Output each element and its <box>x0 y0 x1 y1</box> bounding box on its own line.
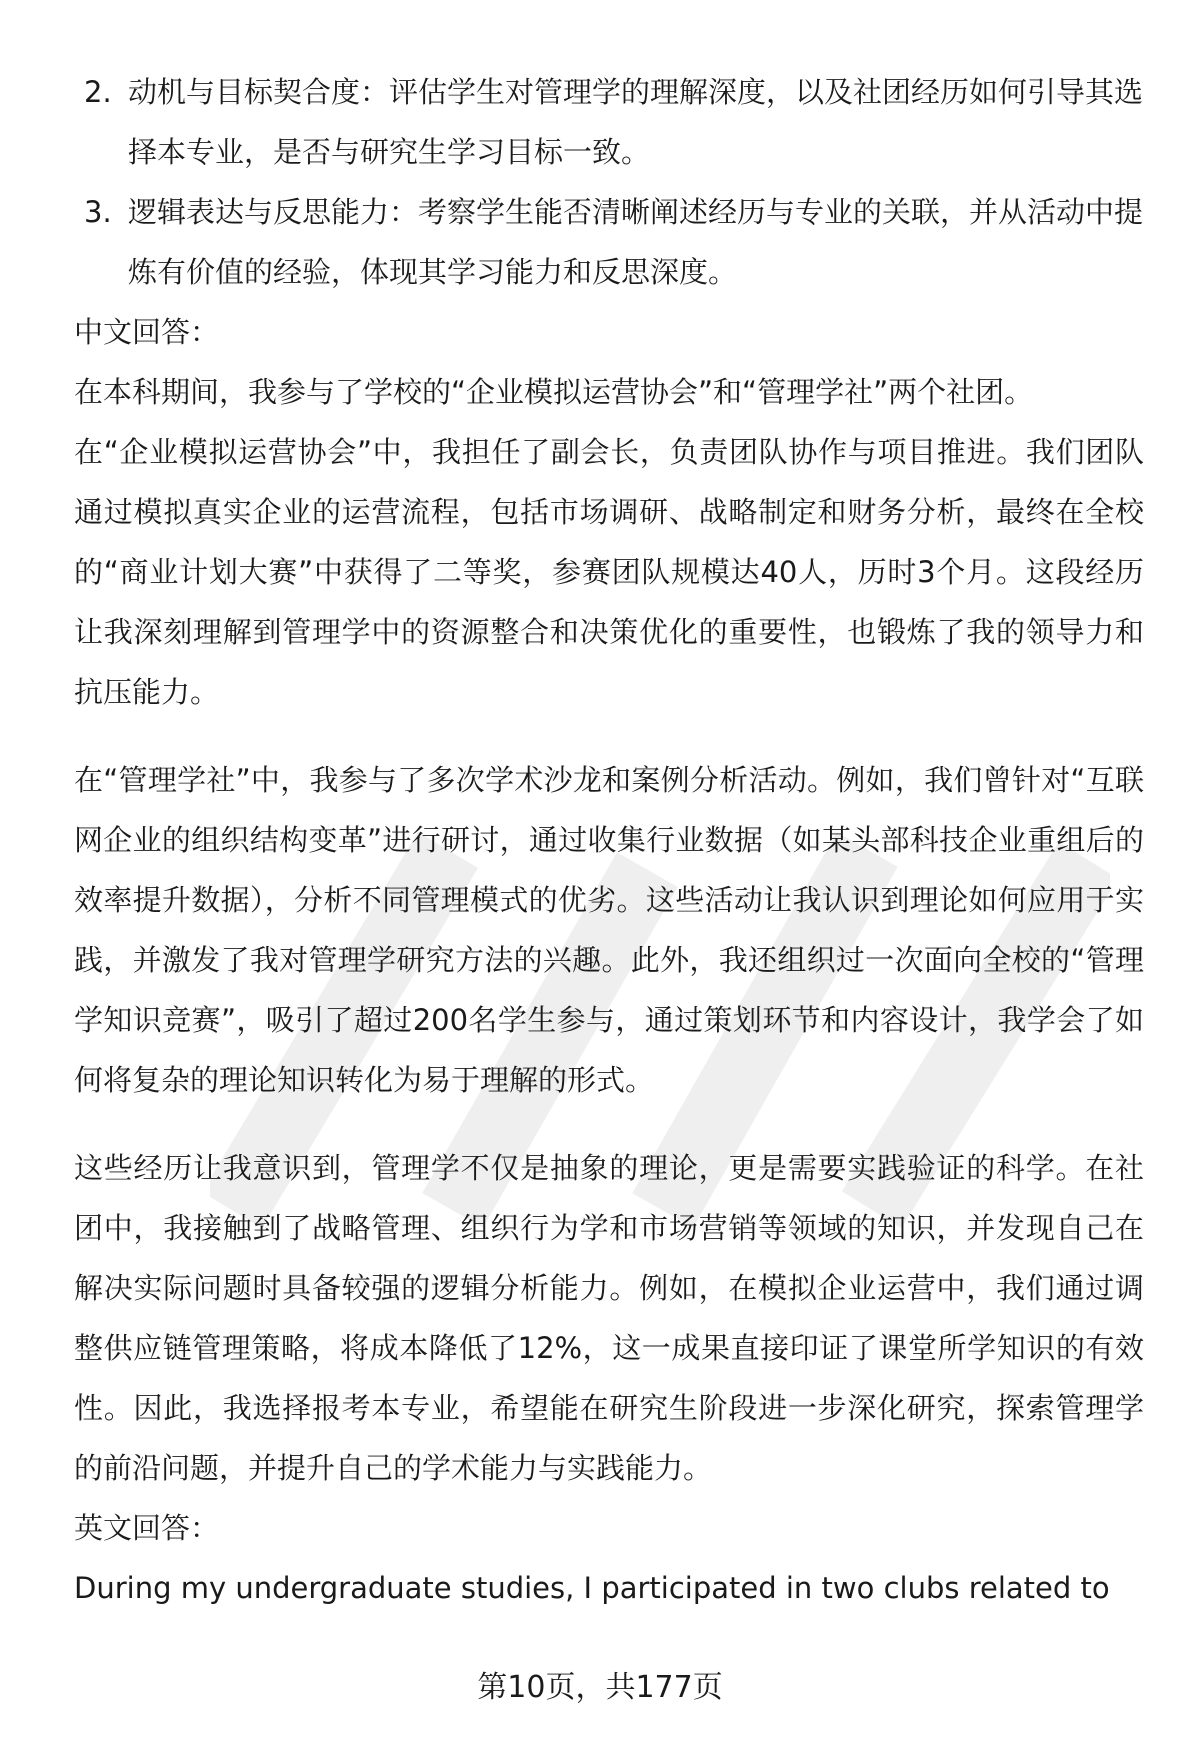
criteria-item <box>74 182 1144 302</box>
page-content <box>74 62 1144 1618</box>
chinese-answer-label: 中文回答： <box>74 315 220 349</box>
english-answer-label: 英文回答： <box>74 1511 220 1545</box>
criteria-list <box>74 62 1144 302</box>
chinese-answer-paragraph-3: 这些经历让我意识到，管理学不仅是抽象的理论，更是需要实践验证的科学。在社团中，我接触到了战略管理、组织行为学和市场营销等领域的知识，并发现自己在解决实际问题时具备较强的逻辑分析能力。例如，在模拟企业运营中，我们通过调整供应链管理策略，将成本降低了12%，这一成果直接印证了课堂所学知识的有效性。因此，我选择报考本专业，希望能在研究生阶段进一步深化研究，探索管理学的前沿问题，并提升自己的学术能力与实践能力。 <box>74 1151 1144 1485</box>
criteria-number: 2. <box>84 75 112 109</box>
chinese-answer-intro: 在本科期间，我参与了学校的“企业模拟运营协会”和“管理学社”两个社团。 <box>74 375 1034 409</box>
page-footer: 第10页，共177页 <box>477 1670 723 1705</box>
criteria-text: 逻辑表达与反思能力：考察学生能否清晰阐述经历与专业的关联，并从活动中提炼有价值的经验，体现其学习能力和反思深度。 <box>128 195 1144 289</box>
chinese-answer-paragraph-1: 在“企业模拟运营协会”中，我担任了副会长，负责团队协作与项目推进。我们团队通过模拟真实企业的运营流程，包括市场调研、战略制定和财务分析，最终在全校的“商业计划大赛”中获得了二等奖，参赛团队规模达40人，历时3个月。这段经历让我深刻理解到管理学中的资源整合和决策优化的重要性，也锻炼了我的领导力和抗压能力。 <box>74 435 1144 709</box>
english-answer-text: During my undergraduate studies, I participated in two clubs related to <box>74 1571 1110 1605</box>
criteria-item <box>74 62 1144 182</box>
criteria-text: 动机与目标契合度：评估学生对管理学的理解深度，以及社团经历如何引导其选择本专业，是否与研究生学习目标一致。 <box>128 75 1144 169</box>
chinese-answer-paragraph-2: 在“管理学社”中，我参与了多次学术沙龙和案例分析活动。例如，我们曾针对“互联网企业的组织结构变革”进行研讨，通过收集行业数据（如某头部科技企业重组后的效率提升数据），分析不同管理模式的优劣。这些活动让我认识到理论如何应用于实践，并激发了我对管理学研究方法的兴趣。此外，我还组织过一次面向全校的“管理学知识竞赛”，吸引了超过200名学生参与，通过策划环节和内容设计，我学会了如何将复杂的理论知识转化为易于理解的形式。 <box>74 763 1144 1097</box>
criteria-number: 3. <box>84 195 112 229</box>
